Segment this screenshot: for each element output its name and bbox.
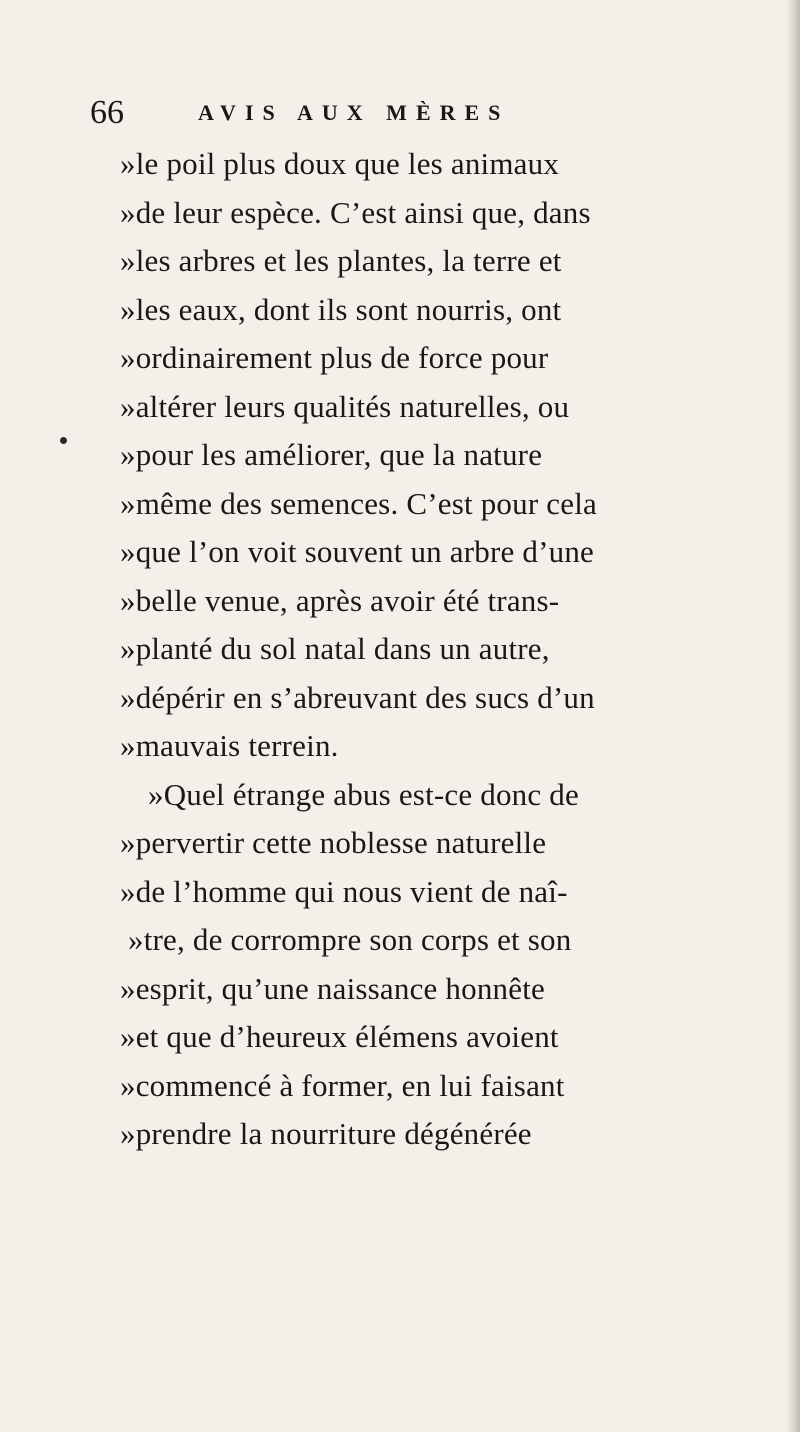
- text-line: »le poil plus doux que les animaux: [120, 146, 560, 181]
- paragraph-start-line: »Quel étrange abus est-ce donc de: [148, 776, 579, 812]
- text-line: »dépérir en s’abreuvant des sucs d’un: [120, 679, 595, 715]
- text-line: »belle venue, après avoir été trans-: [120, 582, 560, 618]
- text-line: »mauvais terrein.: [120, 728, 339, 763]
- text-line: »même des semences. C’est pour cela: [120, 485, 597, 521]
- text-line: »les arbres et les plantes, la terre et: [120, 243, 562, 278]
- text-line: »tre, de corrompre son corps et son: [128, 922, 572, 957]
- text-line: »pervertir cette noblesse naturelle: [120, 825, 547, 860]
- text-line: »altérer leurs qualités naturelles, ou: [120, 388, 570, 424]
- text-line: »les eaux, dont ils sont nourris, ont: [120, 291, 562, 327]
- text-line: »de leur espèce. C’est ainsi que, dans: [120, 194, 591, 230]
- running-title: AVIS AUX MÈRES: [198, 100, 510, 125]
- text-line: »planté du sol natal dans un autre,: [120, 631, 550, 666]
- text-line: »esprit, qu’une naissance honnête: [120, 970, 545, 1006]
- text-line: »pour les améliorer, que la nature: [120, 437, 543, 472]
- text-line: »commencé à former, en lui faisant: [120, 1067, 565, 1103]
- text-line: »ordinairement plus de force pour: [120, 340, 549, 375]
- text-line: »prendre la nourriture dégénérée: [120, 1116, 532, 1151]
- page-number: 66: [90, 94, 124, 131]
- text-line: »et que d’heureux élémens avoient: [120, 1019, 559, 1054]
- page-edge-shadow: [786, 0, 800, 1432]
- body-text: [120, 140, 770, 1159]
- page-header: [90, 88, 710, 138]
- ink-speck: [60, 437, 67, 444]
- text-line: »que l’on voit souvent un arbre d’une: [120, 534, 595, 569]
- text-line: »de l’homme qui nous vient de naî-: [120, 873, 568, 909]
